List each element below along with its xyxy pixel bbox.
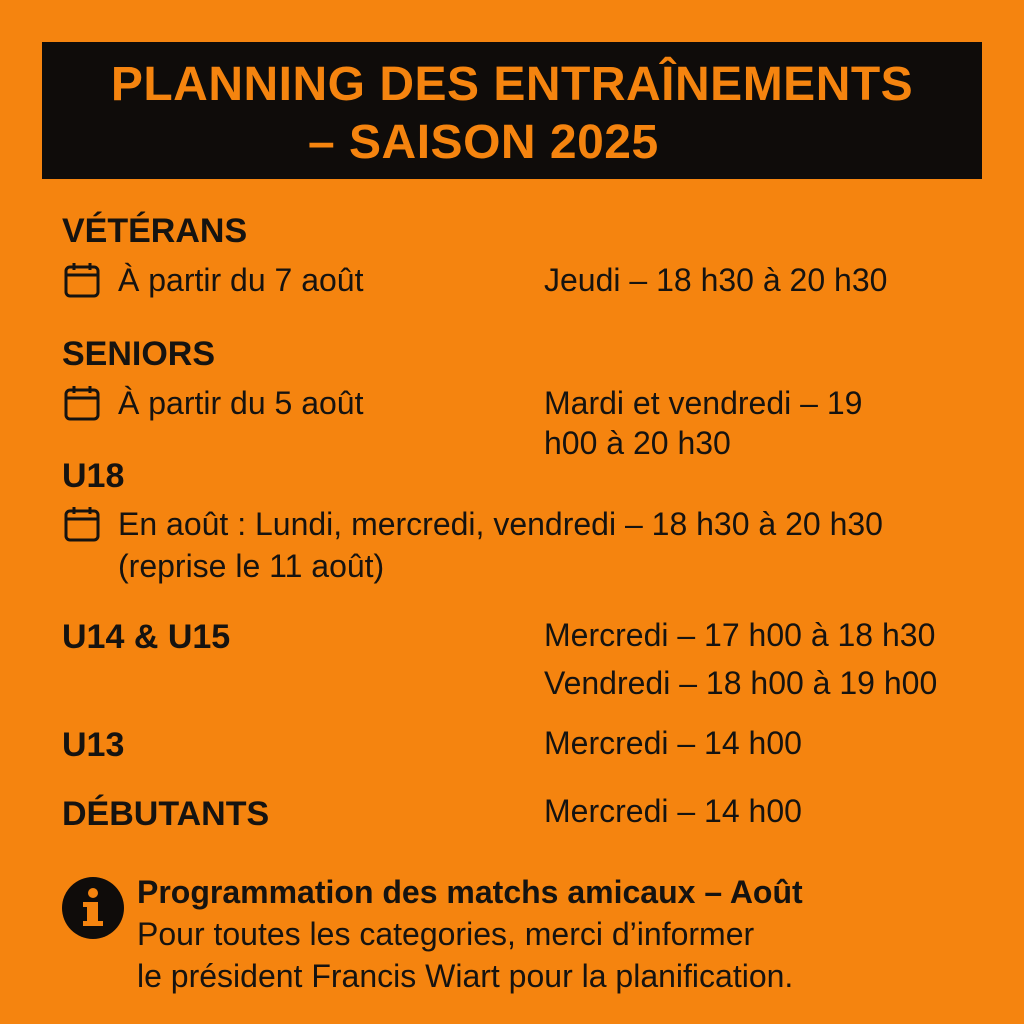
debutants-schedule: Mercredi – 14 h00	[544, 793, 802, 829]
page-title-line-2: – SAISON 2025	[308, 116, 659, 169]
calendar-icon	[64, 385, 100, 421]
category-u14-u15-title: U14 & U15	[62, 618, 231, 656]
seniors-schedule-line-2: h00 à 20 h30	[544, 425, 731, 461]
seniors-schedule-line-1: Mardi et vendredi – 19	[544, 385, 863, 421]
category-debutants-title: DÉBUTANTS	[62, 795, 270, 833]
veterans-start-date: À partir du 7 août	[118, 262, 364, 298]
veterans-schedule: Jeudi – 18 h30 à 20 h30	[544, 262, 888, 298]
category-u13-title: U13	[62, 726, 125, 764]
u13-schedule: Mercredi – 14 h00	[544, 725, 802, 761]
category-seniors-title: SENIORS	[62, 335, 216, 373]
u18-schedule-line-1: En août : Lundi, mercredi, vendredi – 18 h30 à 20 h30	[118, 506, 883, 542]
u14-u15-schedule-line-2: Vendredi – 18 h00 à 19 h00	[544, 665, 938, 701]
calendar-icon	[64, 506, 100, 542]
category-veterans-title: VÉTÉRANS	[62, 212, 248, 250]
calendar-icon	[64, 262, 100, 298]
u18-schedule-line-2: (reprise le 11 août)	[118, 548, 385, 584]
info-icon	[61, 876, 125, 940]
u14-u15-schedule-line-1: Mercredi – 17 h00 à 18 h30	[544, 617, 936, 653]
title-banner	[42, 42, 982, 179]
note-heading: Programmation des matchs amicaux – Août	[137, 874, 803, 910]
note-line-2: le président Francis Wiart pour la planification.	[137, 958, 794, 994]
note-line-1: Pour toutes les categories, merci d’informer	[137, 916, 755, 952]
page-title-line-1: PLANNING DES ENTRAÎNEMENTS	[110, 58, 914, 111]
category-u18-title: U18	[62, 457, 125, 495]
seniors-start-date: À partir du 5 août	[118, 385, 364, 421]
